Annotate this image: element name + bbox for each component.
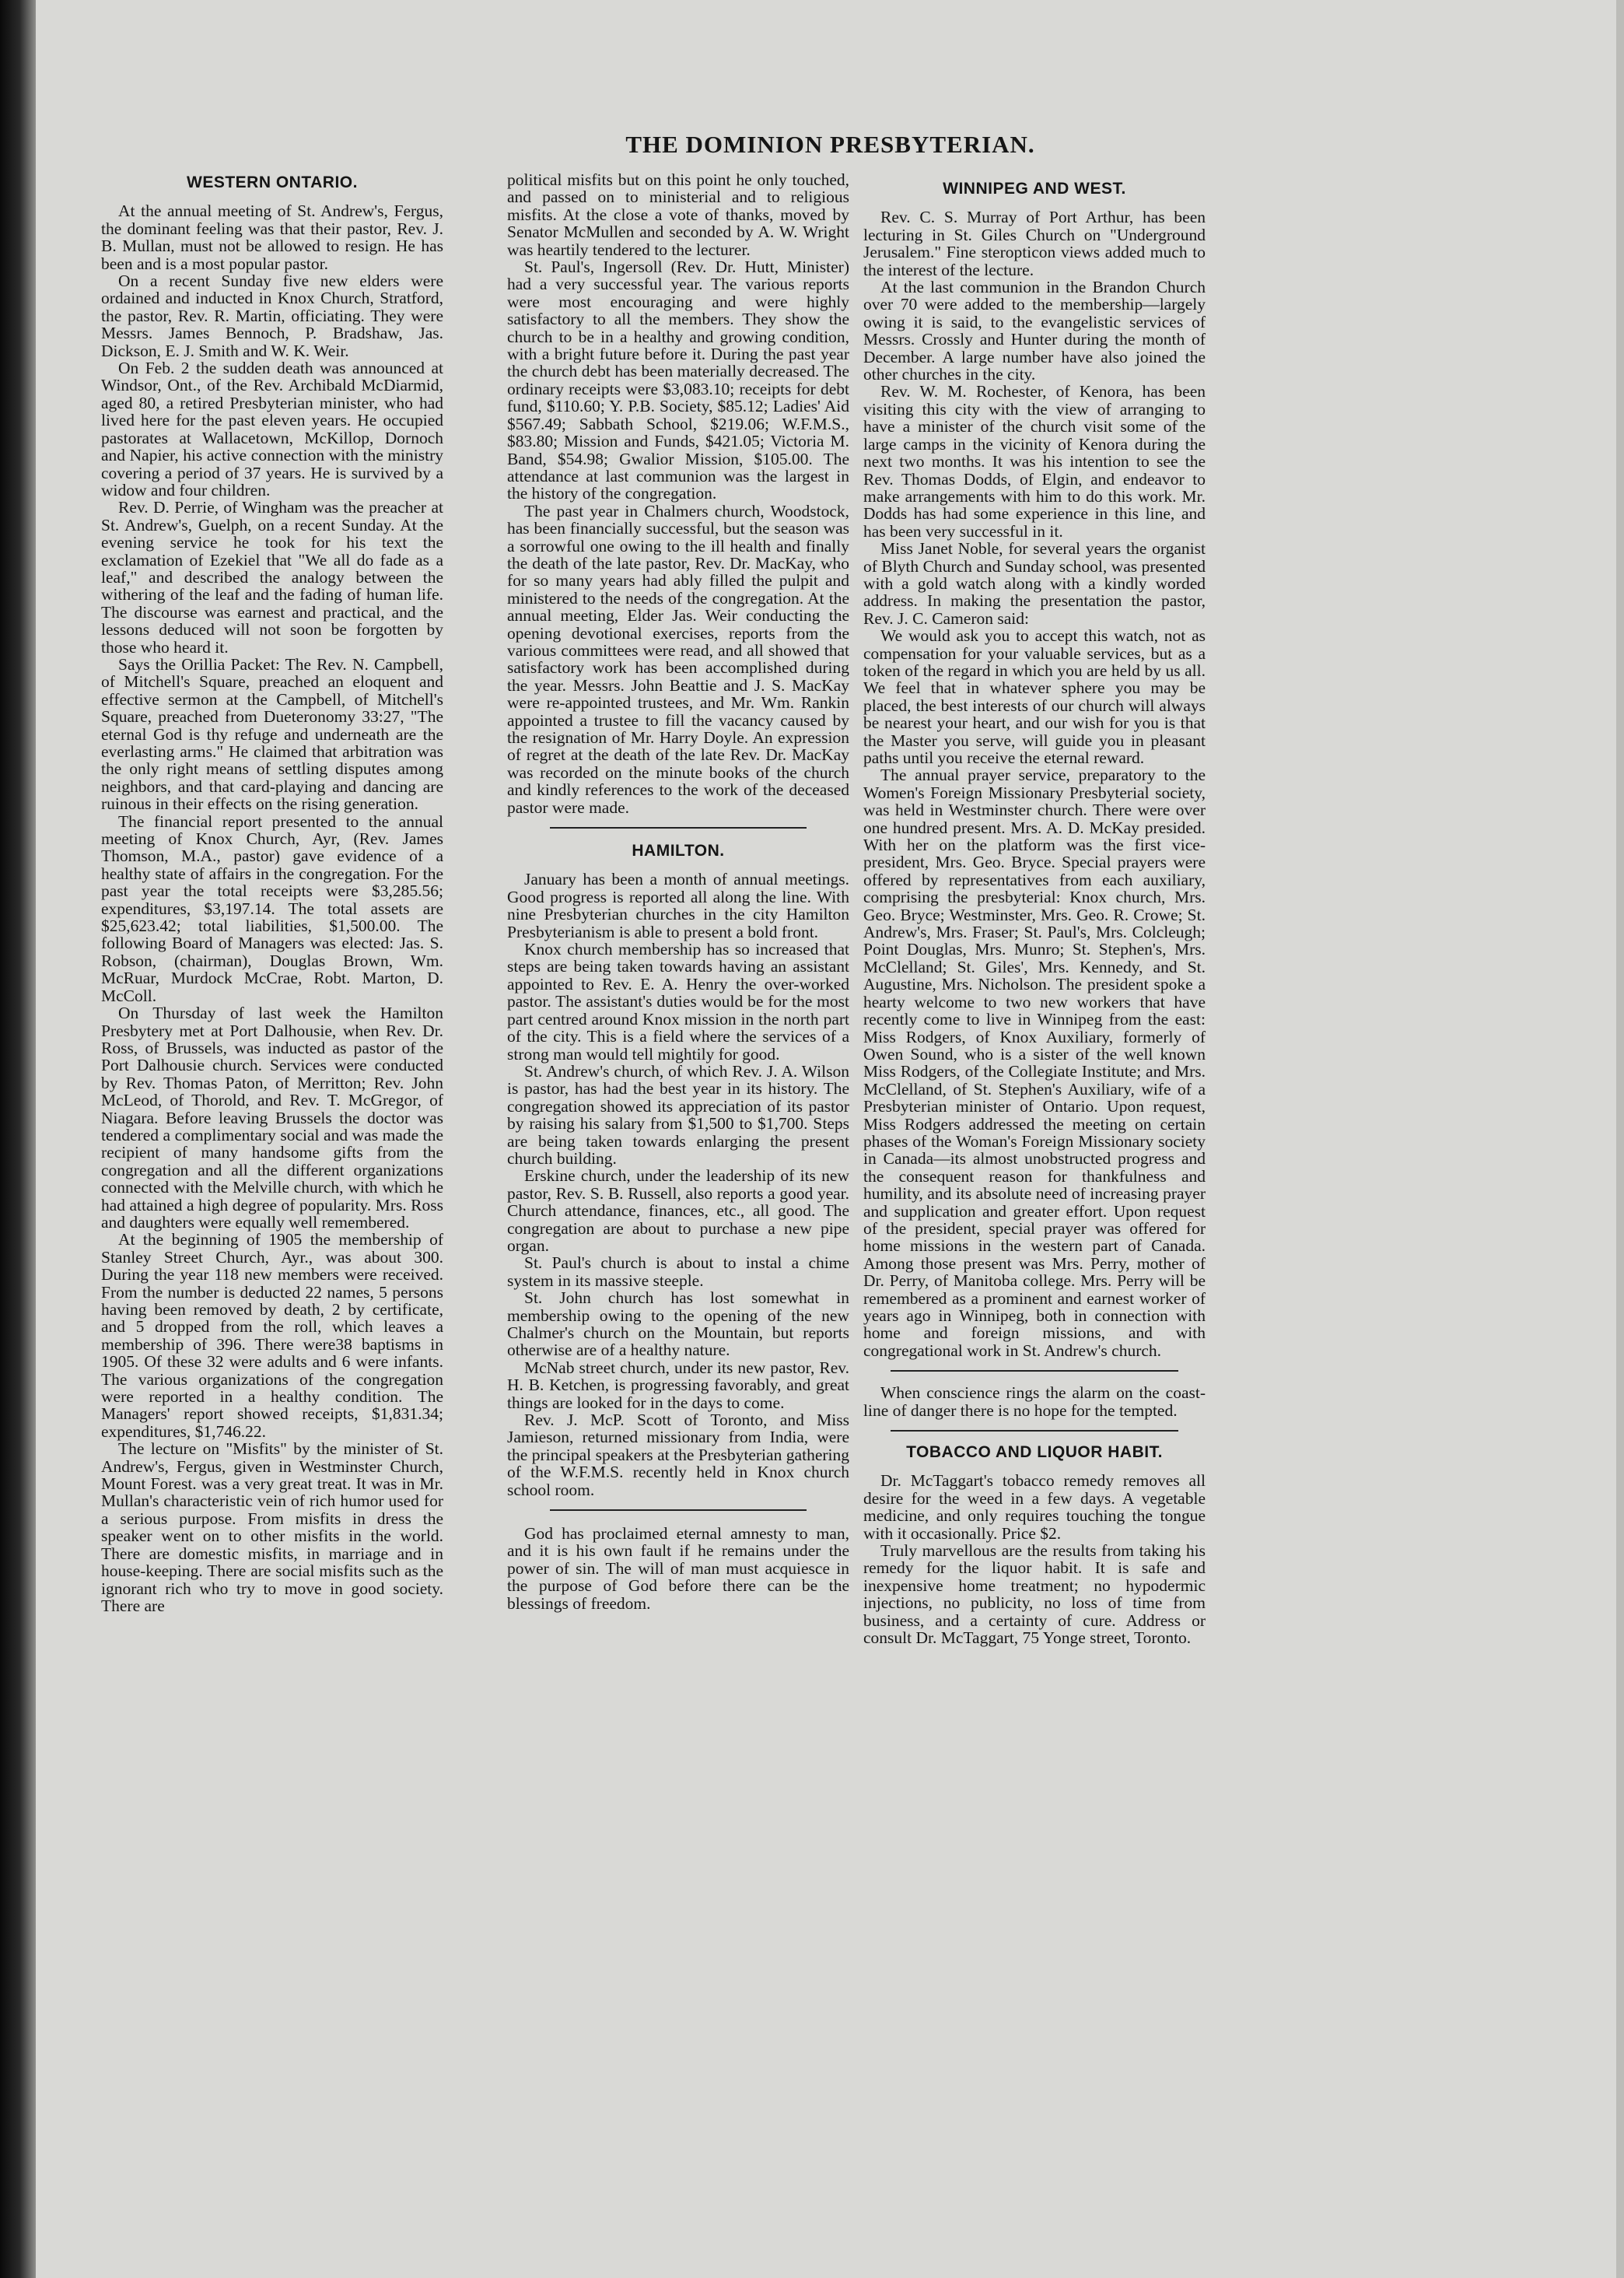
section-heading-hamilton: HAMILTON. [632, 842, 725, 860]
quoted-address: We would ask you to accept this watch, not as compensation for your valuable services, but as a token of the regard in which you are held by us all. We feel that in whatever sphere you may be placed, the best interests of our church will always be nearest your heart, and our wish for you is that the Master you serve, will guide you in pleasant paths until you receive the eternal reward. [863, 626, 1206, 767]
article-paragraph: St. Paul's, Ingersoll (Rev. Dr. Hutt, Minister) had a very successful year. The various reports were most encouraging and were highly satisfactory to all the members. They show the church to be in a healthy and growing condition, with a bright future before it. During the past year the church debt has been materially decreased. The ordinary receipts were $3,083.10; receipts for debt fund, $110.60; Y. P.B. Society, $85.12; Ladies' Aid $567.49; Sabbath School, $219.06; W.F.M.S., $83.80; Mission and Funds, $421.05; Victoria M. Band, $54.98; Gwalior Mission, $105.00. The attendance at last communion was the largest in the history of the congregation. [507, 258, 849, 503]
article-paragraph: The financial report presented to the annual meeting of Knox Church, Ayr, (Rev. James Thomson, M.A., pastor) gave evidence of a healthy state of affairs in the congregation. For the past year the total receipts were $3,285.56; expenditures, $3,197.14. The total assets are $25,623.42; total liabilities, $1,500.00. The following Board of Managers was elected: Jas. S. Robson, (chairman), Douglas Brown, Wm. McRuar, Murdock McCrae, Robt. Marton, D. McColl. [101, 811, 443, 1005]
article-paragraph: The annual prayer service, preparatory to the Women's Foreign Missionary Presbyterial society, was held in Westminster church. There were over one hundred present. Mrs. A. D. McKay presided. With her on the platform was the first vice-president, Mrs. Geo. Bryce. Special prayers were offered by representatives from each auxiliary, comprising the presbyterial: Knox church, Mrs. Geo. Bryce; Westminster, Mrs. Geo. R. Crowe; St. Andrew's, Mrs. Fraser; St. Paul's, Mrs. Colcleugh; Point Douglas, Mrs. Munro; St. Stephen's, Mrs. McClelland; St. Giles', Mrs. Kennedy, and St. Augustine, Mrs. Nicholson. The president spoke a hearty welcome to two new workers that have recently come to live in Winnipeg from the east: Miss Rodgers, of Knox Auxiliary, formerly of Owen Sound, who is a sister of the well known Miss Rodgers, of the Collegiate Institute; and Mrs. McClelland, of St. Stephen's Auxiliary, wife of a Presbyterian minister of Ontario. Upon request, Miss Rodgers addressed the meeting on certain phases of the Woman's Foreign Missionary society in Canada—its almost unobstructed progress and the consequent reason for thankfulness and humility, and its absolute need of increasing prayer and supplication and greater effort. Upon request of the president, special prayer was offered for home missions in the western part of Canada. Among those present was Mrs. Perry, mother of Dr. Perry, of Manitoba college. Mrs. Perry will be remembered as a prominent and earnest worker of years ago in Winnipeg, both in connection with home and foreign missions, and with congregational work in St. Andrew's church. [863, 766, 1206, 1360]
article-paragraph: On Feb. 2 the sudden death was announced at Windsor, Ont., of the Rev. Archibald McDiarmid, aged 80, a retired Presbyterian minister, who had lived here for the past eleven years. He occupied pastorates at Wallacetown, McKillop, Dornoch and Napier, his active connection with the ministry covering a period of 37 years. He is survived by a widow and four children. [101, 359, 443, 499]
article-paragraph: The lecture on "Misfits" by the minister of St. Andrew's, Fergus, given in Westminster Church, Mount Forest. was a very great treat. It was in Mr. Mullan's characteristic vein of rich humor used for a serious purpose. From misfits in dress the speaker went on to other misfits in the world. There are domestic misfits, in marriage and in house-keeping. There are social misfits such as the ignorant rich who try to move in good society. There are [101, 1439, 443, 1615]
article-paragraph: Says the Orillia Packet: The Rev. N. Campbell, of Mitchell's Square, preached an eloquent and effective sermon at the Campbell, of Mitchell's Square, preached from Dueteronomy 33:27, "The eternal God is thy refuge and underneath are the everlasting arms." He claimed that arbitration was the only right means of settling disputes among neighbors, and that card-playing and dancing are ruinous in their effects on the rising generation. [101, 654, 443, 814]
article-paragraph: Rev. J. McP. Scott of Toronto, and Miss Jamieson, returned missionary from India, were the principal speakers at the Presbyterian gathering of the W.F.M.S. recently held in Knox church school room. [507, 1411, 849, 1499]
filler-paragraph: God has proclaimed eternal amnesty to man, and it is his own fault if he remains under the power of sin. The will of man must acquiesce in the purpose of God before there can be the blessings of freedom. [507, 1524, 849, 1613]
article-paragraph: St. Andrew's church, of which Rev. J. A. Wilson is pastor, has had the best year in its history. The congregation showed its appreciation of its pastor by raising his salary from $1,500 to $1,700. Steps are being taken towards enlarging the present church building. [507, 1061, 849, 1168]
column-3 [863, 171, 1206, 1647]
article-paragraph: McNab street church, under its new pastor, Rev. H. B. Ketchen, is progressing favorably, and great things are looked for in the days to come. [507, 1358, 849, 1412]
article-paragraph-continued: political misfits but on this point he only touched, and passed on to ministerial and to religious misfits. At the close a vote of thanks, moved by Senator McMullen and seconded by A. W. Wright was heartily tendered to the lecturer. [507, 170, 849, 259]
article-paragraph: Rev. C. S. Murray of Port Arthur, has been lecturing in St. Giles Church on "Underground Jerusalem." Fine steropticon views added much to the interest of the lecture. [863, 208, 1206, 279]
article-paragraph: On a recent Sunday five new elders were ordained and inducted in Knox Church, Stratford, the pastor, Rev. R. Martin, officiating. They were Messrs. James Bennoch, P. Bradshaw, Jas. Dickson, E. J. Smith and W. K. Weir. [101, 272, 443, 360]
article-paragraph: The past year in Chalmers church, Woodstock, has been financially successful, but the season was a sorrowful one owing to the ill health and finally the death of the late pastor, Rev. Dr. MacKay, who for so many years had ably filled the pulpit and ministered to the needs of the congregation. At the annual meeting, Elder Jas. Weir conducting the opening devotional exercises, reports from the various committees were read, and all showed that satisfactory work has been accomplished during the year. Messrs. John Beattie and J. S. MacKay were re-appointed trustees, and Mr. Wm. Rankin appointed a trustee to fill the vacancy caused by the resignation of Mr. Harry Doyle. An expression of regret at the death of the late Rev. Dr. MacKay was recorded on the minute books of the church and kindly references to the work of the deceased pastor were made. [507, 501, 849, 817]
article-paragraph: At the annual meeting of St. Andrew's, Fergus, the dominant feeling was that their pastor, Rev. J. B. Mullan, must not be allowed to resign. He has been and is a most popular pastor. [101, 202, 443, 273]
article-paragraph: St. John church has lost somewhat in membership owing to the opening of the new Chalmer's church on the Mountain, but reports otherwise are of a healthy nature. [507, 1288, 849, 1360]
section-heading-western-ontario: WESTERN ONTARIO. [187, 173, 358, 191]
article-paragraph: Erskine church, under the leadership of its new pastor, Rev. S. B. Russell, also reports a good year. Church attendance, finances, etc., all good. The congregation are about to purchase a new pipe organ. [507, 1166, 849, 1255]
section-divider [891, 1370, 1178, 1372]
section-divider [550, 827, 807, 829]
article-paragraph: Knox church membership has so increased that steps are being taken towards having an assistant appointed to Rev. E. A. Henry the over-worked pastor. The assistant's duties would be for the most part centred around Knox mission in the north part of the city. This is a field where the services of a strong man would tell mightily for good. [507, 940, 849, 1064]
article-paragraph: January has been a month of annual meetings. Good progress is reported all along the line. With nine Presbyterian churches in the city Hamilton Presbyterianism is able to present a bold front. [507, 870, 849, 941]
article-paragraph: St. Paul's church is about to instal a chime system in its massive steeple. [507, 1253, 849, 1290]
article-paragraph: Rev. D. Perrie, of Wingham was the preacher at St. Andrew's, Guelph, on a recent Sunday. At the evening service he took for his text the exclamation of Ezekiel that "We all do fade as a leaf," and described the analogy between the withering of the leaf and the fading of human life. The discourse was earnest and practical, and the lessons deduced will not soon be forgotten by those who heard it. [101, 498, 443, 657]
section-divider [891, 1430, 1178, 1432]
section-heading-winnipeg: WINNIPEG AND WEST. [943, 180, 1126, 198]
article-paragraph: On Thursday of last week the Hamilton Presbytery met at Port Dalhousie, when Rev. Dr. Ross, of Brussels, was inducted as pastor of the Port Dalhousie church. Services were conducted by Rev. Thomas Paton, of Merritton; Rev. John McLeod, of Thorold, and Rev. T. McGregor, of Niagara. Before leaving Brussels the doctor was tendered a complimentary social and was made the recipient of many handsome gifts from the congregation and all the different organizations connected with the Melville church, with which he had attained a high degree of popularity. Mrs. Ross and daughters were equally well remembered. [101, 1004, 443, 1232]
masthead: THE DOMINION PRESBYTERIAN. [625, 131, 1035, 158]
scan-right-edge [1616, 0, 1624, 2278]
column-1 [101, 171, 443, 1614]
article-paragraph: Rev. W. M. Rochester, of Kenora, has been visiting this city with the view of arranging to have a minister of the church visit some of the large camps in the vicinity of Kenora during the next two months. It was his intention to see the Rev. Thomas Dodds, of Elgin, and endeavor to make arrangements with him to do this work. Mr. Dodds has had some experience in this line, and has been very successful in it. [863, 382, 1206, 541]
article-paragraph: At the last communion in the Brandon Church over 70 were added to the membership—largely owing it is said, to the evangelistic services of Messrs. Crossly and Hunter during the month of December. A large number have also joined the other churches in the city. [863, 278, 1206, 384]
column-2 [507, 171, 849, 1612]
advertisement-paragraph: Truly marvellous are the results from taking his remedy for the liquor habit. It is safe and inexpensive home treatment; no hypodermic injections, no publicity, no loss of time from business, and a certainty of cure. Address or consult Dr. McTaggart, 75 Yonge street, Toronto. [863, 1541, 1206, 1648]
section-heading-tobacco: TOBACCO AND LIQUOR HABIT. [906, 1443, 1163, 1462]
newspaper-page [54, 0, 1606, 2278]
article-paragraph: At the beginning of 1905 the membership of Stanley Street Church, Ayr., was about 300. During the year 118 new members were received. From the number is deducted 22 names, 5 persons having been removed by death, 2 by certificate, and 5 dropped from the roll, which leaves a membership of 396. There were38 baptisms in 1905. Of these 32 were adults and 6 were infants. The various organizations of the congregation were reported in a healthy condition. The Managers' report showed receipts, $1,831.34; expenditures, $1,746.22. [101, 1230, 443, 1441]
advertisement-paragraph: Dr. McTaggart's tobacco remedy removes all desire for the weed in a few days. A vegetable medicine, and only requires touching the tongue with it occasionally. Price $2. [863, 1471, 1206, 1543]
article-paragraph: Miss Janet Noble, for several years the organist of Blyth Church and Sunday school, was presented with a gold watch along with a kindly worded address. In making the presentation the pastor, Rev. J. C. Cameron said: [863, 539, 1206, 628]
filler-paragraph: When conscience rings the alarm on the coast-line of danger there is no hope for the tempted. [863, 1383, 1206, 1420]
scan-left-edge [0, 0, 36, 2278]
section-divider [550, 1509, 807, 1511]
